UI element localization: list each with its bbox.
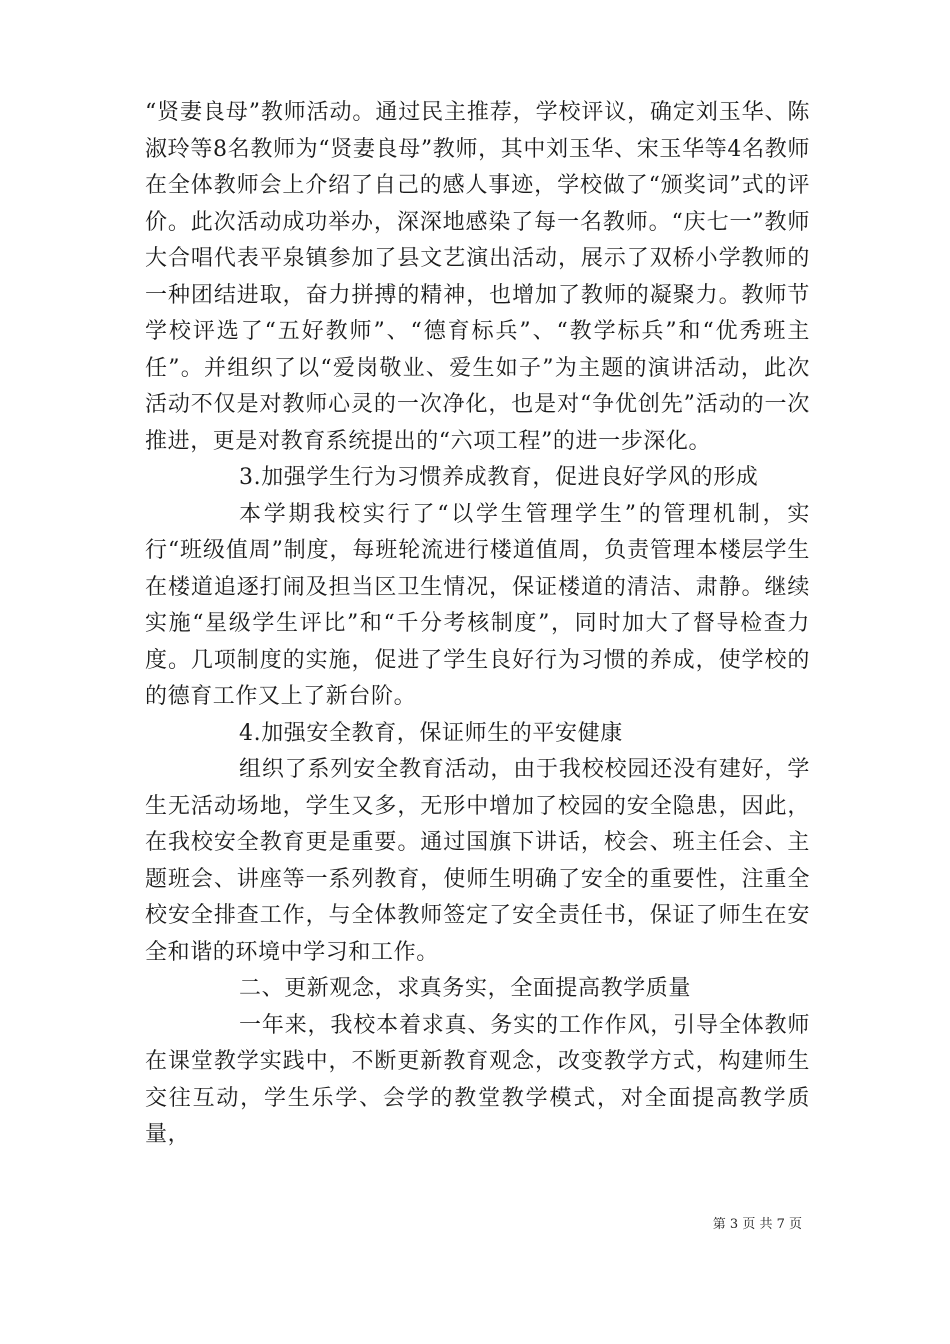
- body-paragraph-1: “贤妻良母”教师活动。通过民主推荐，学校评议，确定刘玉华、陈淑玲等8名教师为“贤妻良母”教师，其中刘玉华、宋玉华等4名教师在全体教师会上介绍了自己的感人事迹，学校做了“颁奖词”式的评价。此次活动成功举办，深深地感染了每一名教师。“庆七一”教师大合唱代表平泉镇参加了县文艺演出活动，展示了双桥小学教师的一种团结进取，奋力拼搏的精神，也增加了教师的凝聚力。教师节学校评选了“五好教师”、“德育标兵”、“教学标兵”和“优秀班主任”。并组织了以“爱岗敬业、爱生如子”为主题的演讲活动，此次活动不仅是对教师心灵的一次净化，也是对“争优创先”活动的一次推进，更是对教育系统提出的“六项工程”的进一步深化。: [145, 100, 810, 454]
- body-paragraph-2: 本学期我校实行了“以学生管理学生”的管理机制，实行“班级值周”制度，每班轮流进行楼道值周，负责管理本楼层学生在楼道追逐打闹及担当区卫生情况，保证楼道的清洁、肃静。继续实施“星级学生评比”和“千分考核制度”，同时加大了督导检查力度。几项制度的实施，促进了学生良好行为习惯的养成，使学校的的德育工作又上了新台阶。: [145, 501, 810, 709]
- document-page: [145, 95, 810, 1154]
- section-heading-two: 二、更新观念，求真务实，全面提高教学质量: [239, 976, 692, 1001]
- body-paragraph-3: 组织了系列安全教育活动，由于我校校园还没有建好，学生无活动场地，学生又多，无形中增加了校园的安全隐患，因此，在我校安全教育更是重要。通过国旗下讲话，校会、班主任会、主题班会、讲座等一系列教育，使师生明确了安全的重要性，注重全校安全排查工作，与全体教师签定了安全责任书，保证了师生在安全和谐的环境中学习和工作。: [145, 757, 810, 965]
- body-paragraph-4: 一年来，我校本着求真、务实的工作作风，引导全体教师在课堂教学实践中，不断更新教育观念，改变教学方式，构建师生交往互动，学生乐学、会学的教堂教学模式，对全面提高教学质量，: [145, 1012, 810, 1147]
- section-heading-4: 4.加强安全教育，保证师生的平安健康: [239, 720, 623, 746]
- page-number-footer: 第 3 页 共 7 页: [712, 1217, 802, 1232]
- section-heading-3: 3.加强学生行为习惯养成教育，促进良好学风的形成: [239, 465, 759, 490]
